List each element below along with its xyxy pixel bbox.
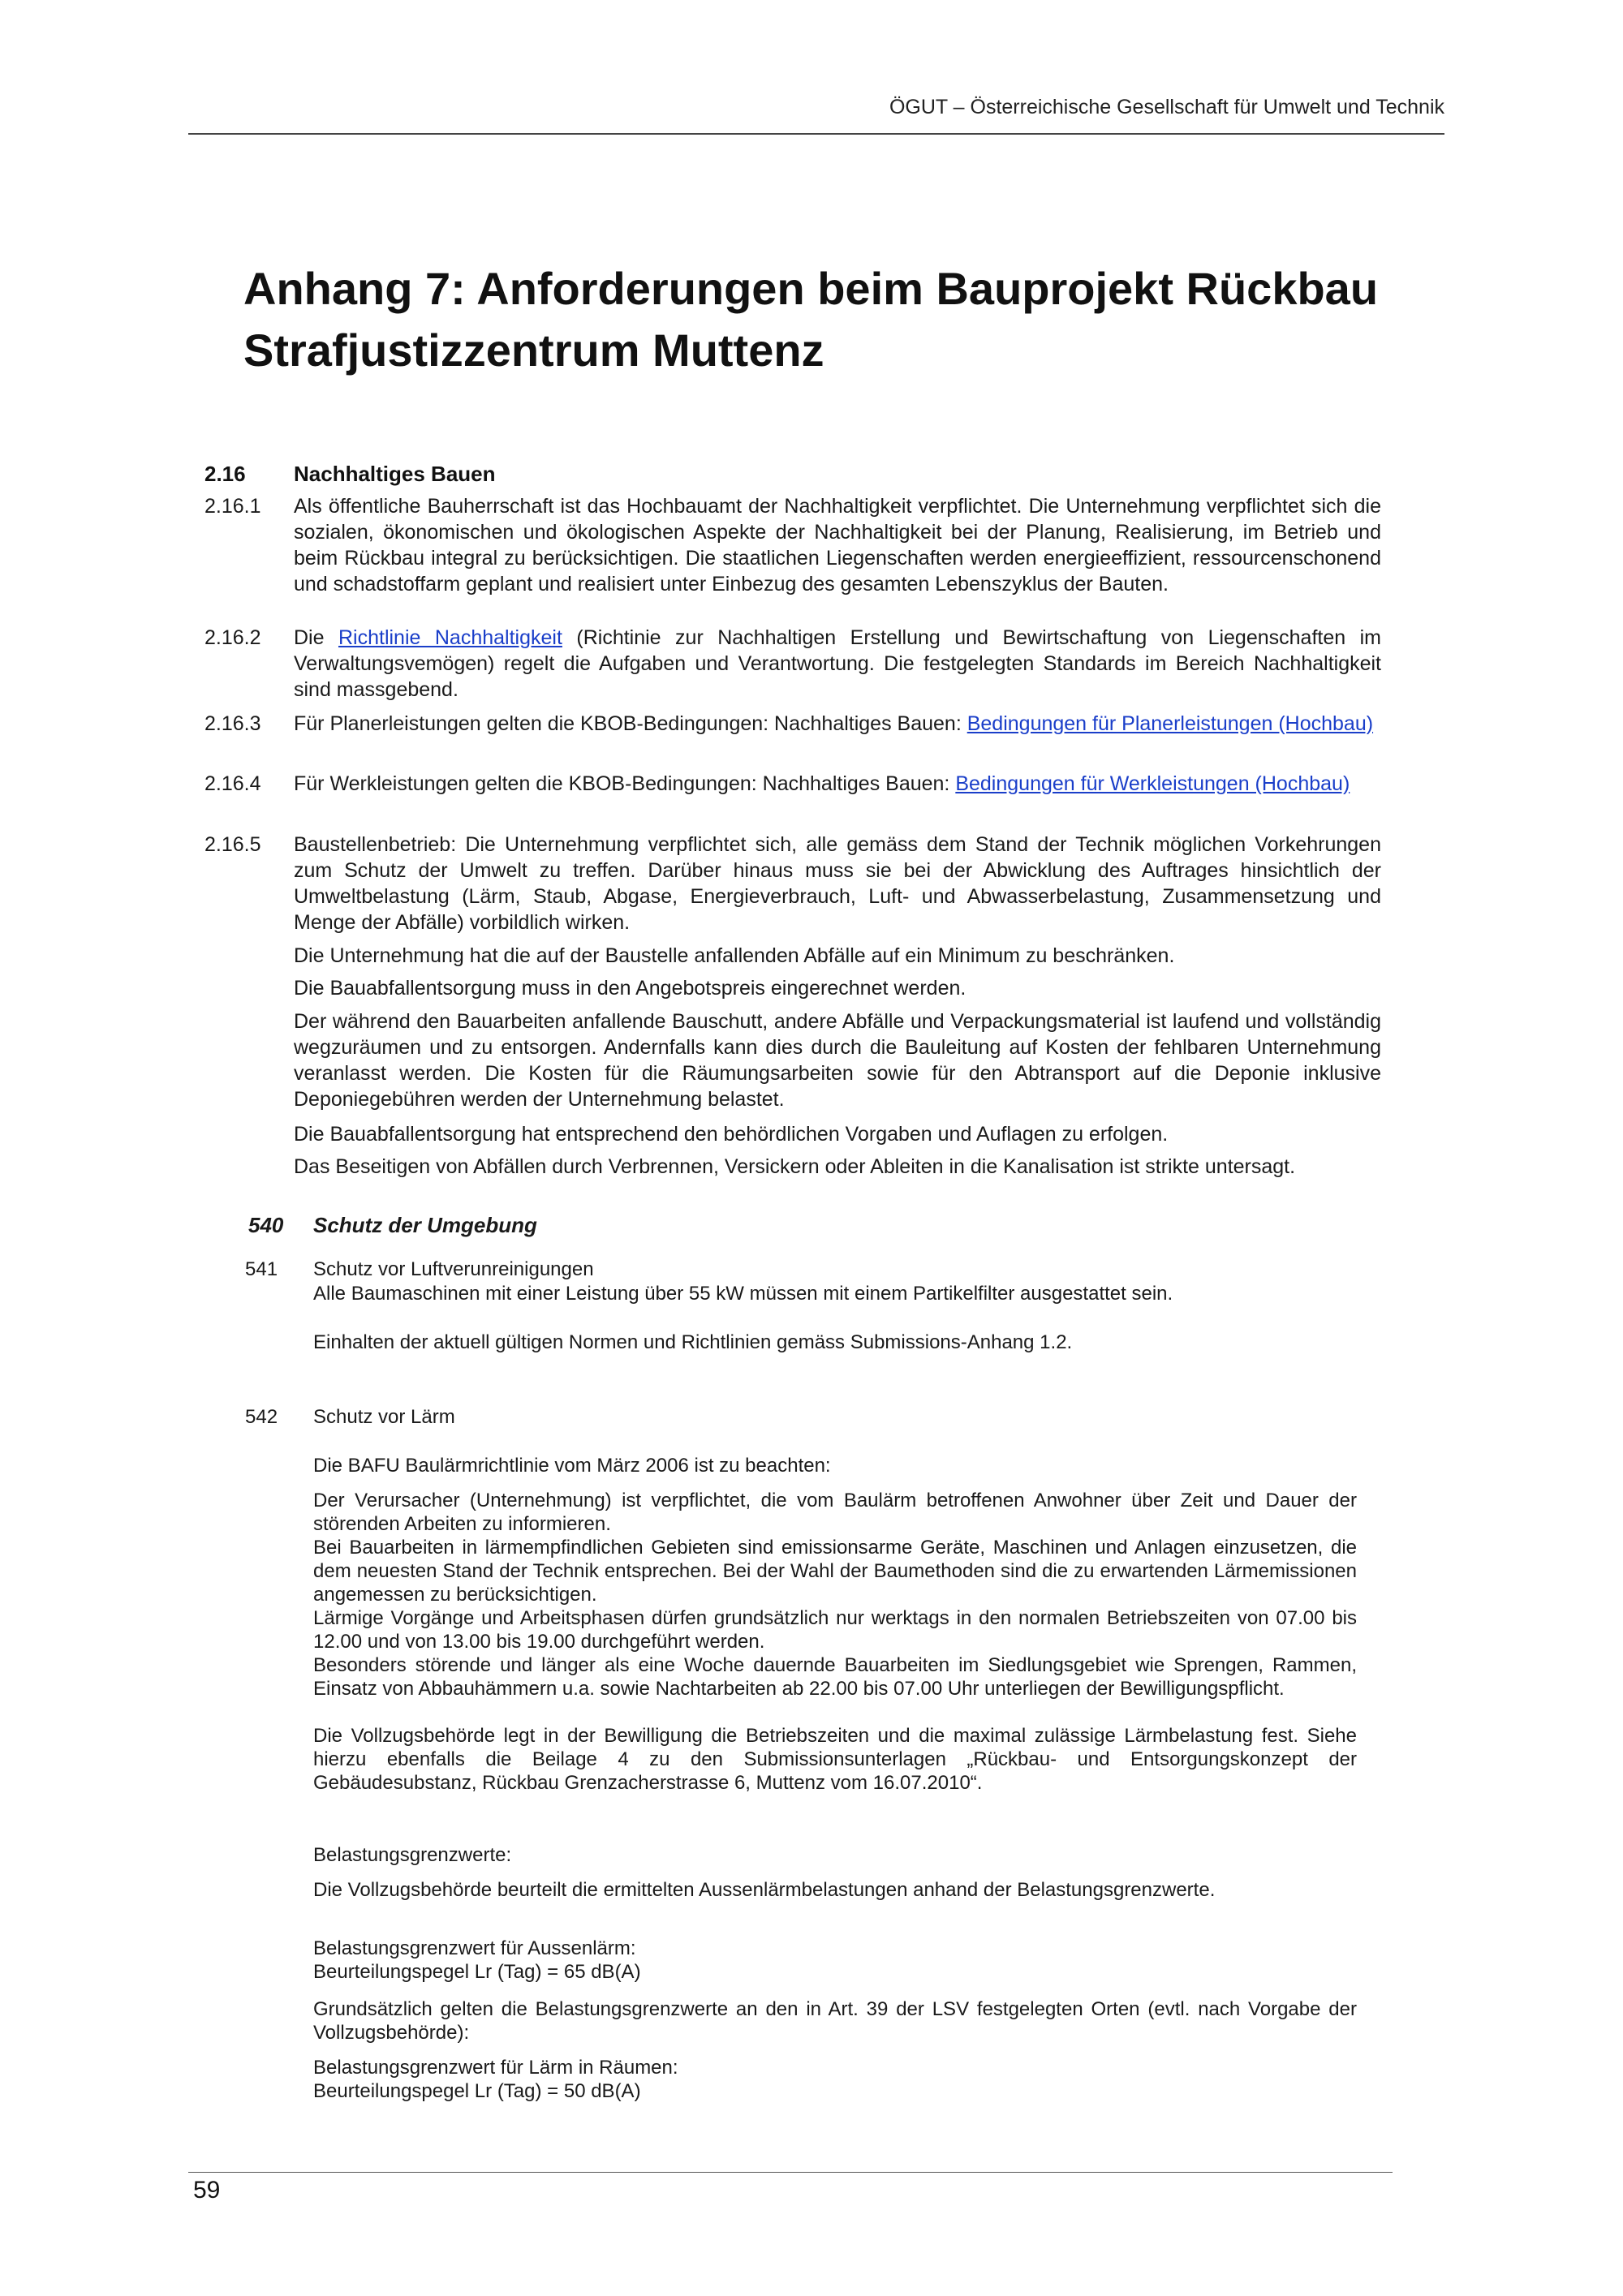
para-2-16-2-pre: Die [294,626,338,649]
section-541-title: Schutz vor Luftverunreinigungen [313,1258,594,1280]
page-number: 59 [193,2177,221,2204]
section-542-title: Schutz vor Lärm [313,1406,455,1428]
grundsaetzlich-text: Grundsätzlich gelten die Belastungsgrenzwerte an den in Art. 39 der LSV festgelegten Orten (evtl. nach Vorgabe der Vollzugsbehörde): [313,1998,1357,2044]
section-540-heading: Schutz der Umgebung [313,1213,537,1237]
section-542-line-3: Lärmige Vorgänge und Arbeitsphasen dürfen grundsätzlich nur werktags in den normalen Betriebszeiten von 07.00 bis 12.00 und von 13.00 bis 19.00 durchgeführt werden. [313,1607,1357,1653]
para-2-16-2-number: 2.16.2 [204,626,261,649]
section-542-line-4: Besonders störende und länger als eine Woche dauernde Bauarbeiten im Siedlungsgebiet wie Sprengen, Rammen, Einsatz von Abbauhämmern u.a. sowie Nachtarbeiten ab 22.00 bis 07.00 Uhr unterliegen der Bewilligungspflicht. [313,1654,1357,1700]
section-542-line-2: Bei Bauarbeiten in lärmempfindlichen Gebieten sind emissionsarme Geräte, Maschinen und Anlagen einzusetzen, die dem neuesten Stand der Technik entsprechen. Bei der Wahl der Baumethoden sind die zu erwartenden Lärmemissionen angemessen zu berücksichtigen. [313,1537,1357,1606]
section-542-number: 542 [245,1406,278,1428]
title-line-1: Anhang 7: Anforderungen beim Bauprojekt Rückbau [243,263,1379,314]
section-541-line-2: Einhalten der aktuell gültigen Normen und Richtlinien gemäss Submissions-Anhang 1.2. [313,1331,1073,1353]
para-2-16-4-text [294,771,1381,797]
raumlaerm-value: Beurteilungspegel Lr (Tag) = 50 dB(A) [313,2080,641,2102]
para-2-16-2-text [294,625,1381,703]
para-2-16-2-post: (Richtinie zur Nachhaltigen Erstellung und Bewirtschaftung von Liegenschaften im Verwaltungsvemögen) regelt die Aufgaben und Verantwortung. Die festgelegten Standards im Bereich Nachhaltigkeit sind massgebend. [294,626,1381,701]
para-2-16-5-p3: Die Bauabfallentsorgung muss in den Angebotspreis eingerechnet werden. [294,977,966,1000]
para-2-16-5-p5: Die Bauabfallentsorgung hat entsprechend den behördlichen Vorgaben und Auflagen zu erfolgen. [294,1123,1169,1146]
raumlaerm-label: Belastungsgrenzwert für Lärm in Räumen: [313,2057,678,2079]
para-2-16-5-number: 2.16.5 [204,833,261,856]
para-2-16-1-number: 2.16.1 [204,495,261,518]
para-2-16-3-number: 2.16.3 [204,712,261,735]
section-541-line-1: Alle Baumaschinen mit einer Leistung über 55 kW müssen mit einem Partikelfilter ausgestattet sein. [313,1283,1173,1305]
para-2-16-5-p4: Der während den Bauarbeiten anfallende Bauschutt, andere Abfälle und Verpackungsmaterial ist laufend und vollständig wegzuräumen und zu entsorgen. Andernfalls kann dies durch die Bauleitung auf Kosten der fehlbaren Unternehmung veranlasst werden. Die Kosten für die Räumungsarbeiten sowie für den Abtransport auf die Deponie inklusive Deponiegebühren werden der Unternehmung belastet. [294,1010,1381,1111]
header-rule [188,133,1444,135]
para-2-16-4-number: 2.16.4 [204,772,261,795]
section-542-intro: Die BAFU Baulärmrichtlinie vom März 2006 ist zu beachten: [313,1455,831,1477]
link-bedingungen-planerleistungen[interactable]: Bedingungen für Planerleistungen (Hochbau) [966,712,1374,735]
para-2-16-5-p2: Die Unternehmung hat die auf der Baustelle anfallenden Abfälle auf ein Minimum zu beschränken. [294,944,1175,967]
page-title [243,258,1461,381]
para-2-16-3-text [294,711,1381,737]
section-542-line-5: Die Vollzugsbehörde legt in der Bewilligung die Betriebszeiten und die maximal zulässige Lärmbelastung fest. Siehe hierzu ebenfalls die Beilage 4 zu den Submissionsunterlagen „Rückbau- und Entsorgungskonzept der Gebäudesubstanz, Rückbau Grenzacherstrasse 6, Muttenz vom 16.07.2010“. [313,1725,1357,1794]
link-bedingungen-werkleistungen[interactable]: Bedingungen für Werkleistungen (Hochbau) [955,772,1350,795]
section-542-line-1: Der Verursacher (Unternehmung) ist verpflichtet, die vom Baulärm betroffenen Anwohner über Zeit und Dauer der störenden Arbeiten zu informieren. [313,1490,1357,1535]
para-2-16-3-pre: Für Planerleistungen gelten die KBOB-Bedingungen: Nachhaltiges Bauen: [294,712,967,735]
page-header: ÖGUT – Österreichische Gesellschaft für Umwelt und Technik [889,96,1444,118]
link-richtlinie-nachhaltigkeit[interactable]: Richtlinie Nachhaltigkeit [338,626,562,649]
section-2-16-number: 2.16 [204,462,246,486]
grenzwerte-text: Die Vollzugsbehörde beurteilt die ermittelten Aussenlärmbelastungen anhand der Belastungsgrenzwerte. [313,1879,1216,1901]
para-2-16-4-pre: Für Werkleistungen gelten die KBOB-Bedingungen: Nachhaltiges Bauen: [294,772,956,795]
aussenlaerm-value: Beurteilungspegel Lr (Tag) = 65 dB(A) [313,1961,641,1983]
footer-rule [188,2172,1393,2173]
aussenlaerm-label: Belastungsgrenzwert für Aussenlärm: [313,1937,636,1959]
title-line-2: Strafjustizzentrum Muttenz [243,325,824,376]
para-2-16-5-p1: Baustellenbetrieb: Die Unternehmung verpflichtet sich, alle gemäss dem Stand der Technik möglichen Vorkehrungen zum Schutz der Umwelt zu treffen. Darüber hinaus muss sie bei der Abwicklung des Auftrages hinsichtlich der Umweltbelastung (Lärm, Staub, Abgase, Energieverbrauch, Luft- und Abwasserbelastung, Zusammensetzung und Menge der Abfälle) vorbildlich wirken. [294,833,1381,934]
section-541-number: 541 [245,1258,278,1280]
grenzwerte-title: Belastungsgrenzwerte: [313,1844,512,1866]
para-2-16-5-p6: Das Beseitigen von Abfällen durch Verbrennen, Versickern oder Ableiten in die Kanalisation ist strikte untersagt. [294,1155,1296,1178]
section-2-16-heading: Nachhaltiges Bauen [294,462,496,486]
para-2-16-1-text: Als öffentliche Bauherrschaft ist das Hochbauamt der Nachhaltigkeit verpflichtet. Die Unternehmung verpflichtet sich die sozialen, ökonomischen und ökologischen Aspekte der Nachhaltigkeit bei der Planung, Realisierung, im Betrieb und beim Rückbau integral zu berücksichtigen. Die staatlichen Liegenschaften werden energieeffizient, ressourcenschonend und schadstoffarm geplant und realisiert unter Einbezug des gesamten Lebenszyklus der Bauten. [294,495,1381,595]
section-540-number: 540 [248,1213,284,1237]
